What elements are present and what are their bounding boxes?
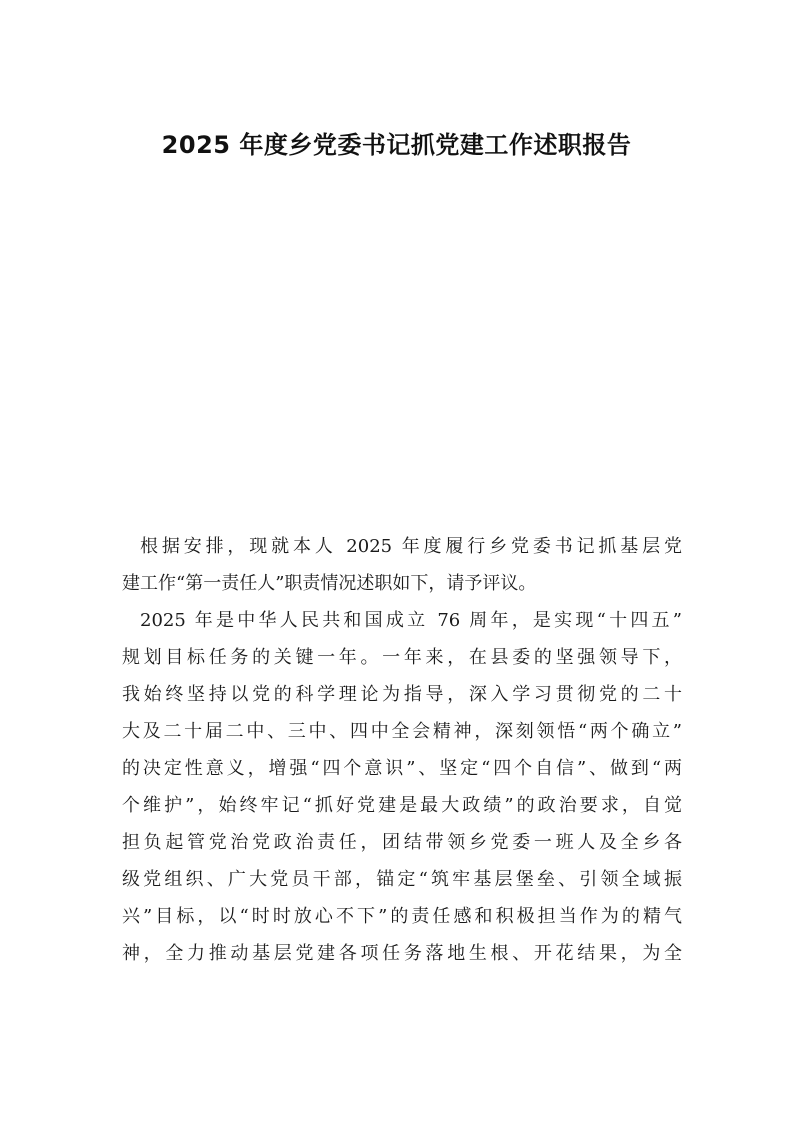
paragraph-line: 大及二十届二中、三中、四中全会精神，深刻领悟“两个确立” [122, 721, 682, 742]
paragraph-line: 根据安排，现就本人 2025 年度履行乡党委书记抓基层党 [140, 536, 682, 557]
paragraph-line: 的决定性意义，增强“四个意识”、坚定“四个自信”、做到“两 [122, 758, 682, 779]
paragraph-line: 个维护”，始终牢记“抓好党建是最大政绩”的政治要求，自觉 [122, 795, 682, 816]
paragraph-line: 规划目标任务的关键一年。一年来，在县委的坚强领导下， [122, 647, 682, 668]
paragraph-line: 我始终坚持以党的科学理论为指导，深入学习贯彻党的二十 [122, 684, 682, 705]
paragraph-line: 建工作“第一责任人”职责情况述职如下，请予评议。 [122, 573, 537, 594]
paragraph-line: 神，全力推动基层党建各项任务落地生根、开花结果，为全 [122, 943, 682, 964]
document-title: 2025 年度乡党委书记抓党建工作述职报告 [161, 131, 632, 159]
paragraph-line: 2025 年是中华人民共和国成立 76 周年，是实现“十四五” [140, 610, 682, 631]
paragraph-line: 级党组织、广大党员干部，锚定“筑牢基层堡垒、引领全域振 [122, 869, 682, 890]
paragraph-1 [122, 528, 682, 602]
paragraph-line: 担负起管党治党政治责任，团结带领乡党委一班人及全乡各 [122, 832, 682, 853]
paragraph-2 [122, 602, 682, 972]
document-body [122, 528, 682, 972]
paragraph-line: 兴”目标，以“时时放心不下”的责任感和积极担当作为的精气 [122, 906, 682, 927]
